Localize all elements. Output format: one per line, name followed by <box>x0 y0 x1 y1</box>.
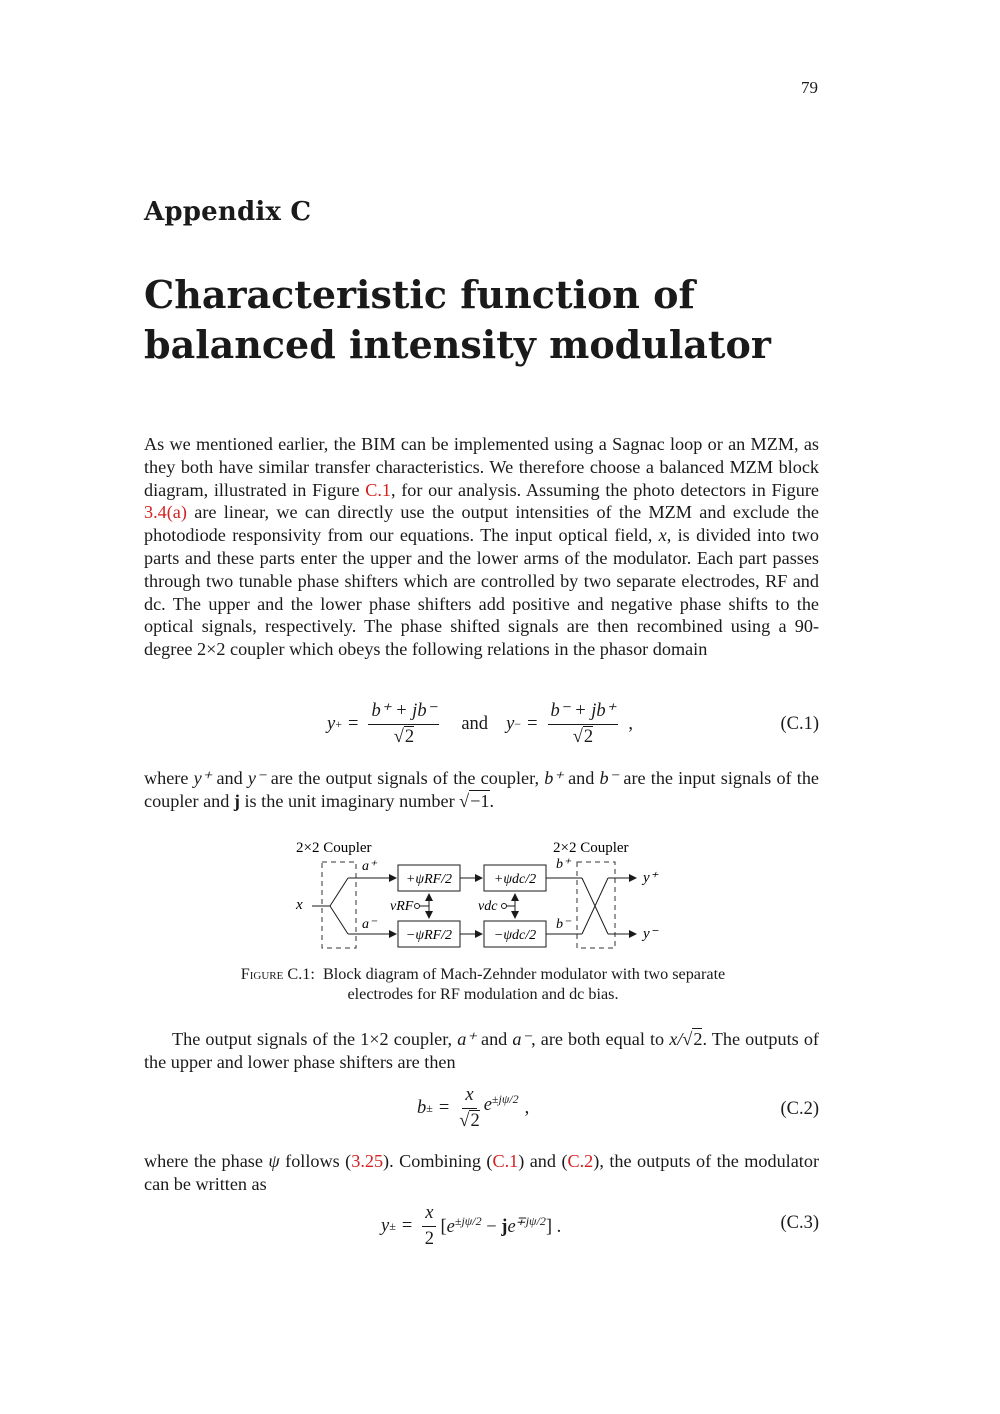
v-dc-label: vdc <box>478 899 498 914</box>
eq2-den: 2 <box>470 1111 480 1131</box>
para2-j: j <box>233 790 240 811</box>
para2-text-3: are the output signals of the coupler, <box>265 768 545 788</box>
coupler-left-label: 2×2 Coupler <box>296 840 372 856</box>
para2-sqrt-arg: −1 <box>470 790 490 811</box>
eq2-lhs-sup: ± <box>426 1101 433 1115</box>
para4-psi: ψ <box>268 1151 280 1171</box>
dc-upper-label: +ψdc/2 <box>493 872 537 887</box>
eq3-exp2: ∓jψ/2 <box>515 1214 546 1229</box>
rf-lower-label: −ψRF/2 <box>405 928 453 943</box>
eq2-lhs: b <box>417 1098 427 1118</box>
eq2-den-wrap: √2 <box>459 1111 480 1131</box>
b-plus-label: b⁺ <box>556 857 571 872</box>
caption-label: Figure <box>240 965 284 983</box>
chapter-title: Characteristic function of balanced intensity modulator <box>144 272 771 367</box>
mzm-block-diagram <box>290 836 690 956</box>
para1-text-4: , is divided into two parts and these parts enter the upper and the lower arms of the modulator. Each part passes through two tunable phase shifters which are controlled by two separate electrodes, RF and dc. The upper and the lower phase shifters add positive and negative phase shifts to the optical signals, respectively. The phase shifted signals are then recombined using a 90-degree 2×2 coupler which obeys the following relations in the phasor domain <box>144 525 819 660</box>
eq1-den2: 2 <box>583 727 594 747</box>
eq3-lhs-sup: ± <box>389 1219 396 1233</box>
para2-text-5: are the input signals of the coupler and <box>144 768 819 811</box>
equation-ref-c1[interactable]: C.1 <box>492 1151 519 1171</box>
para4-text-3: ). Combining ( <box>383 1151 493 1171</box>
para3-text-3: , are both equal to <box>531 1029 670 1049</box>
b-minus-label: b⁻ <box>556 917 571 932</box>
caption-number: C.1: <box>287 965 315 983</box>
para4-text-1: where the phase <box>144 1151 269 1171</box>
eq3-number: (C.3) <box>780 1213 819 1233</box>
coupler-paragraph <box>144 767 819 813</box>
eq2-e: $e^{\pm j\psi/2}$ <box>483 1092 519 1116</box>
para1-text-1: As we mentioned earlier, the BIM can be implemented using a Sagnac loop or an MZM, as they both have similar transfer characteristics. We therefore choose a balanced MZM block diagram, illustrated in Figure <box>144 434 819 500</box>
equation-c1: y + = $\frac{b^+ + jb^-}{√2}$ and y − = $\frac{b^- + jb^+}{√2}$ , (C.1) <box>327 701 819 747</box>
eq3-exp1: ±jψ/2 <box>454 1214 482 1229</box>
para3-text-4: . The outputs of the upper and lower phase shifters are then <box>144 1029 819 1072</box>
y-minus-label: y⁻ <box>643 926 658 942</box>
a-minus-label: a⁻ <box>362 917 377 932</box>
dc-lower-label: −ψdc/2 <box>493 928 537 943</box>
eq3-fraction <box>422 1203 436 1250</box>
input-x-label: x <box>296 897 303 913</box>
eq2-fraction <box>459 1085 479 1132</box>
intro-paragraph <box>144 433 819 661</box>
para4-text-5: ), the outputs of the modulator can be written as <box>144 1151 820 1194</box>
para3-x-over: x/ <box>669 1029 683 1049</box>
eq2-num: x <box>462 1085 476 1109</box>
equation-c2: b ± = $\frac{x}{√2}$ $e^{\pm j\psi/2}$ , (C.2) <box>417 1085 819 1131</box>
eq3-lhs: y <box>381 1216 390 1236</box>
rf-upper-label: +ψRF/2 <box>405 872 453 887</box>
eq1-num1: b⁺ + jb⁻ <box>368 700 439 725</box>
figure-ref-3-4a[interactable]: 3.4(a) <box>144 502 187 523</box>
equation-ref-c2[interactable]: C.2 <box>567 1151 594 1171</box>
para2-text-7: . <box>489 790 495 811</box>
caption-text: Block diagram of Mach-Zehnder modulator with two separate electrodes for RF modulation and dc bias. <box>322 965 726 1003</box>
para2-text-4: and <box>562 768 600 788</box>
para3-text-2: and <box>475 1029 513 1049</box>
rf-electrode-node <box>415 904 420 909</box>
eq1-lhs1: y <box>327 713 336 734</box>
v-rf-label: vRF <box>390 899 414 914</box>
para2-b-minus: b⁻ <box>599 768 619 788</box>
eq3-num: x <box>422 1203 436 1227</box>
y-plus-label: y⁺ <box>643 870 658 886</box>
combining-paragraph <box>144 1150 819 1196</box>
split-upper <box>330 878 348 906</box>
eq1-den1-wrap: √2 <box>393 727 415 747</box>
eq2-number: (C.2) <box>780 1099 819 1119</box>
para1-text-3: are linear, we can directly use the output intensities of the MZM and exclude the photodiode responsivity from our equations. The input optical field, <box>144 502 819 546</box>
para2-y-plus: y⁺ <box>193 768 212 788</box>
appendix-label: Appendix C <box>144 197 312 227</box>
para1-var-x: x <box>658 525 667 546</box>
para2-text-1: where <box>144 768 194 788</box>
eq1-fraction-2 <box>548 700 619 748</box>
split-lower <box>330 906 348 934</box>
eq1-den2-wrap: √2 <box>572 727 594 747</box>
para3-sqrt-arg: 2 <box>693 1029 703 1049</box>
dc-electrode-node <box>502 904 507 909</box>
para2-text-6: is the unit imaginary number <box>239 790 460 811</box>
coupler-right-label: 2×2 Coupler <box>553 840 629 856</box>
eq3-den: 2 <box>424 1229 434 1249</box>
eq1-number: (C.1) <box>780 714 819 734</box>
para3-a-plus: a⁺ <box>457 1029 476 1049</box>
left-coupler-box <box>322 862 356 948</box>
eq1-lhs2: y <box>506 713 515 734</box>
para2-b-plus: b⁺ <box>544 768 563 788</box>
para2-text-2: and <box>211 768 248 788</box>
para3-sqrt: √2 <box>682 1029 703 1049</box>
para4-text-4: ) and ( <box>518 1151 568 1171</box>
figure-ref-c1[interactable]: C.1 <box>365 479 392 500</box>
equation-ref-3-25[interactable]: 3.25 <box>351 1151 384 1171</box>
eq1-fraction-1 <box>368 700 439 748</box>
para4-text-2: follows ( <box>279 1151 352 1171</box>
page-number: 79 <box>801 78 818 97</box>
eq1-num2: b⁻ + jb⁺ <box>548 700 619 725</box>
para3-text-1: The output signals of the 1×2 coupler, <box>172 1029 458 1049</box>
eq1-lhs1-sup: + <box>335 716 342 731</box>
para2-y-minus: y⁻ <box>247 768 266 788</box>
outputs-paragraph <box>144 1028 819 1074</box>
para2-sqrt: √−1 <box>459 790 490 811</box>
eq1-lhs2-sup: − <box>514 716 522 731</box>
equation-c3: y ± = $\frac{x}{2}$ $[e^{\pm j\psi/2} - je^{\mp j\psi/2}]$ . (C.3) <box>381 1203 819 1249</box>
figure-caption <box>228 964 738 1004</box>
eq2-exp: ±jψ/2 <box>491 1092 519 1107</box>
para3-a-minus: a⁻ <box>512 1029 532 1049</box>
eq3-bracket-expr: $[e^{\pm j\psi/2} - je^{\mp j\psi/2}]$ . <box>440 1214 562 1238</box>
eq1-and: and <box>461 713 489 734</box>
eq1-den1: 2 <box>404 727 415 747</box>
a-plus-label: a⁺ <box>362 859 377 874</box>
para1-text-2: , for our analysis. Assuming the photo detectors in Figure <box>391 479 819 500</box>
